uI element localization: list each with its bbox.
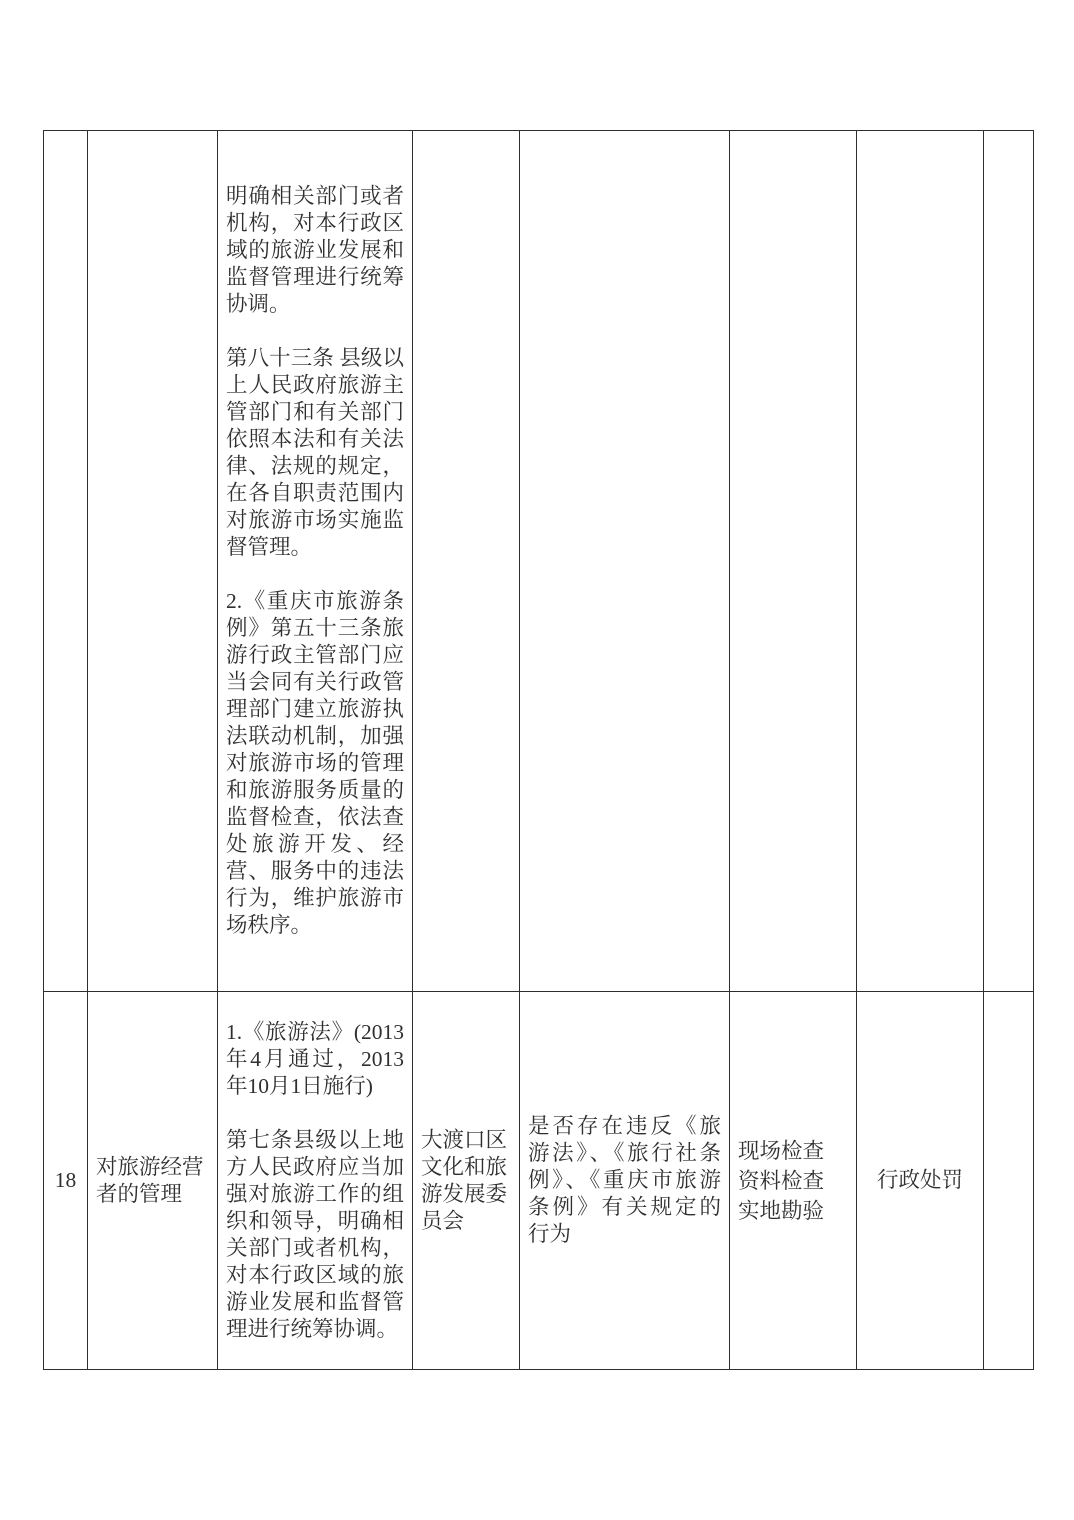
legal-basis-paragraph: 2.《重庆市旅游条例》第五十三条旅游行政主管部门应当会同有关行政管理部门建立旅游执法联动机制，加强对旅游市场的管理和旅游服务质量的监督检查，依法查处旅游开发、经营、服务中的违法行为，维护旅游市场秩序。 bbox=[226, 589, 404, 937]
inspection-method-line: 现场检查 bbox=[738, 1138, 825, 1163]
inspection-content-cell: 是否存在违反《旅游法》、《旅行社条例》、《重庆市旅游条例》有关规定的行为 bbox=[520, 992, 730, 1370]
inspection-method-cell bbox=[730, 992, 857, 1370]
inspection-method-cell bbox=[730, 131, 857, 992]
table-row-18 bbox=[44, 992, 1034, 1370]
legal-basis-cell bbox=[218, 992, 413, 1370]
agency-cell bbox=[413, 131, 520, 992]
legal-basis-paragraph: 第八十三条 县级以上人民政府旅游主管部门和有关部门依照本法和有关法律、法规的规定，在各自职责范围内对旅游市场实施监督管理。 bbox=[226, 346, 404, 559]
item-name-cell bbox=[88, 131, 218, 992]
table-row-continued bbox=[44, 131, 1034, 992]
inspection-method-line: 实地勘验 bbox=[738, 1198, 825, 1223]
legal-basis-paragraph: 明确相关部门或者机构，对本行政区域的旅游业发展和监督管理进行统筹协调。 bbox=[226, 184, 404, 316]
item-name-cell: 对旅游经营者的管理 bbox=[88, 992, 218, 1370]
legal-basis-paragraph: 第七条县级以上地方人民政府应当加强对旅游工作的组织和领导，明确相关部门或者机构，对本行政区域的旅游业发展和监督管理进行统筹协调。 bbox=[226, 1127, 404, 1341]
enforcement-type-cell: 行政处罚 bbox=[857, 992, 984, 1370]
serial-cell bbox=[44, 131, 88, 992]
legal-basis-paragraph: 1.《旅游法》(2013年4月通过，2013年10月1日施行) bbox=[226, 1019, 404, 1098]
serial-cell: 18 bbox=[44, 992, 88, 1370]
enforcement-type-cell bbox=[857, 131, 984, 992]
remark-cell bbox=[984, 131, 1034, 992]
legal-basis-cell bbox=[218, 131, 413, 992]
inspection-matrix-table bbox=[43, 130, 1034, 1370]
inspection-content-cell bbox=[520, 131, 730, 992]
remark-cell bbox=[984, 992, 1034, 1370]
inspection-method-line: 资料检查 bbox=[738, 1168, 825, 1193]
agency-cell: 大渡口区文化和旅游发展委员会 bbox=[413, 992, 520, 1370]
